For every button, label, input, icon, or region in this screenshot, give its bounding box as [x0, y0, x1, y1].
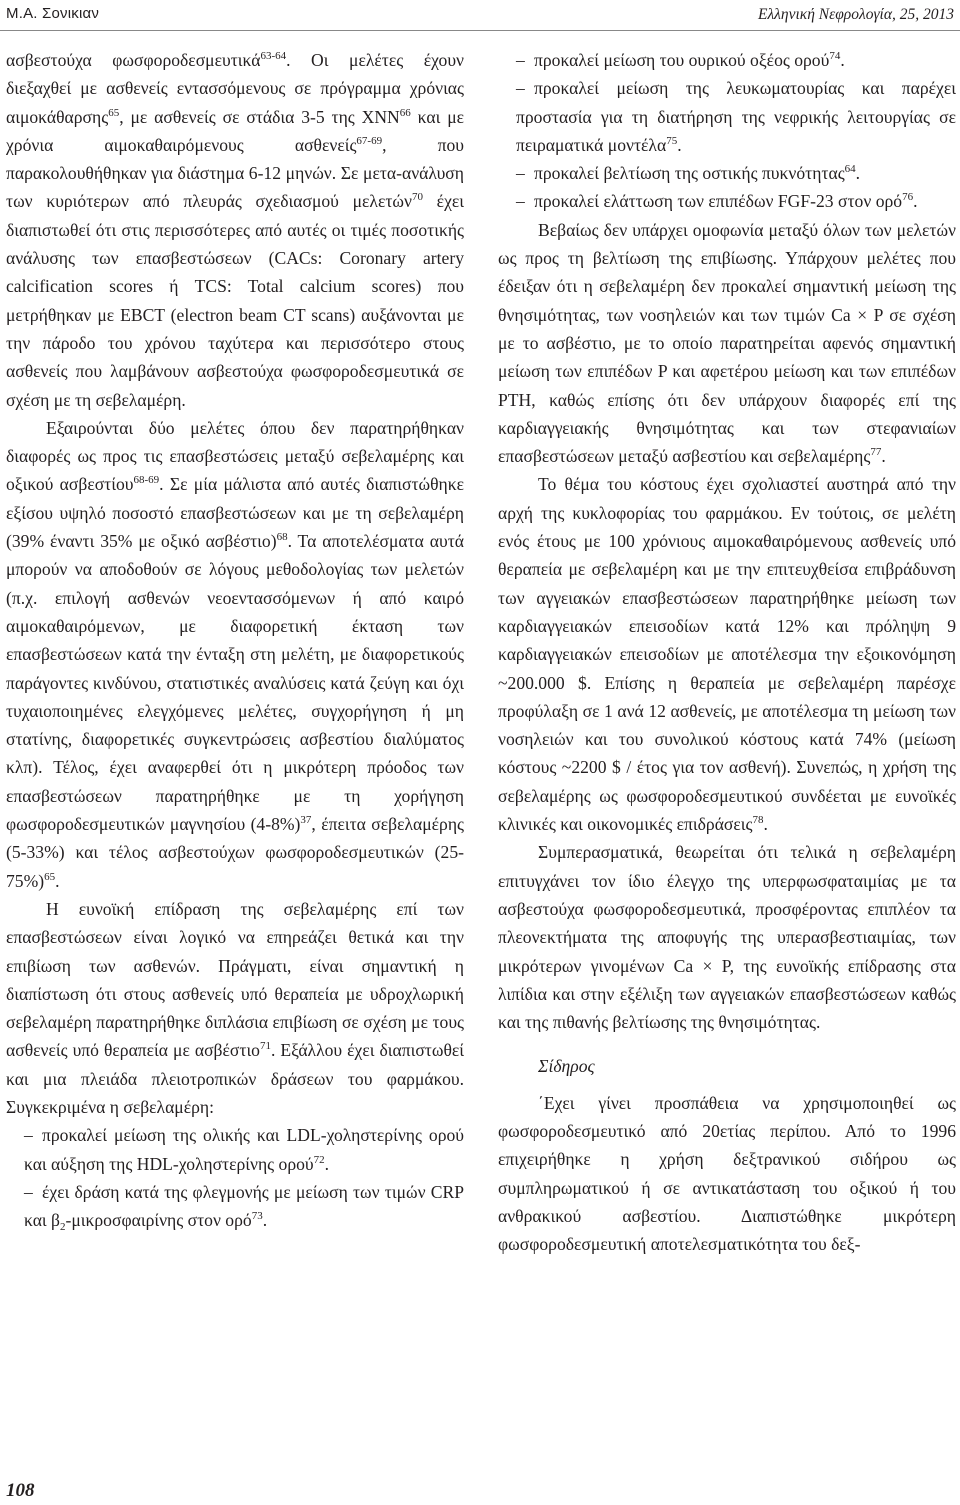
- list-item: – προκαλεί βελτίωση της οστικής πυκνότητας$^{64}$.: [516, 163, 861, 184]
- right-column: [498, 46, 956, 1258]
- paragraph: Η ευνοϊκή επίδραση της σεβελαμέρης επί των επασβεστώσεων είναι λογικό να επηρεάζει θετικά και την επιβίωση των ασθενών. Πράγματι, είναι σημαντική η διαπίστωση ότι στους ασθενείς υπό θεραπεία με υδροχλωρική σεβελαμέρη παρατηρήθηκε διπλάσια επιβίωση σε σχέση με τους ασθενείς υπό θεραπεία με ασβέστιο$^{71}$. Εξάλλου έχει διαπιστωθεί και μια πλειάδα πλειοτροπικών δράσεων του φαρμάκου. Συγκεκριμένα η σεβελαμέρη:: [6, 898, 464, 1117]
- page-number: 108: [6, 1480, 35, 1501]
- paragraph: ΄Εχει γίνει προσπάθεια να χρησιμοποιηθεί ως φωσφοροδεσμευτικό από 20ετίας περίπου. Από το 1996 επιχειρήθηκε η χρήση δεξτρανικού σιδήρου ως συμπληρωματικού ή σε αντικατάσταση του οξικού ή του ανθρακικού ασβεστίου. Διαπιστώθηκε μικρότερη φωσφοροδεσμευτική αποτελεσματικότητα του δεξ-: [498, 1092, 956, 1255]
- paragraph: ασβεστούχα φωσφοροδεσμευτικά$^{63-64}$. Οι μελέτες έχουν διεξαχθεί με ασθενείς εντασσόμενους σε πρόγραμμα χρόνιας αιμοκάθαρσης$^{65}$, με ασθενείς σε στάδια 3-5 της ΧΝΝ$^{66}$ και με χρόνια αιμοκαθαιρόμενους ασθενείς$^{67-69}$, που παρακολουθήθηκαν για διάστημα 6-12 μηνών. Σε μετα-ανάλυση των κυριότερων από πλευράς σχεδιασμού μελετών$^{70}$ έχει διαπιστωθεί ότι στις περισσότερες από αυτές οι τιμές ποσοτικής ανάλυσης των επασβεστώσεων (CACs: Coronary artery calcification scores ή TCS: Total calcium scores) που μετρήθηκαν με EBCT (electron beam CT scans) αυξάνονται με την πάροδο του χρόνου ταχύτερα και περισσότερο στους ασθενείς που λαμβάνουν ασβεστούχα φωσφοροδεσμευτικά σε σχέση με τη σεβελαμέρη.: [6, 50, 465, 410]
- running-header-author: Μ.Α. Σονικιαν: [6, 5, 100, 22]
- list-item: – έχει δράση κατά της φλεγμονής με μείωση των τιμών CRP και $\beta_2$-μικροσφαιρίνης στον ορό$^{73}$.: [24, 1181, 464, 1234]
- list-item: – προκαλεί μείωση του ουρικού οξέος ορού$^{74}$.: [516, 50, 845, 70]
- list-item: – προκαλεί μείωση της ολικής και LDL-χοληστερίνης ορού και αύξηση της HDL-χοληστερίνης ορού$^{72}$.: [24, 1125, 464, 1174]
- left-column: [6, 46, 464, 1234]
- paragraph: Συμπερασματικά, θεωρείται ότι τελικά η σεβελαμέρη επιτυγχάνει τον ίδιο έλεγχο της υπερφωσφαταιμίας με τα ασβεστούχα φωσφοροδεσμευτικά, προσφέροντας επιπλέον τα πλεονεκτήματα της αποφυγής της υπερασβεστιαιμίας, των μικρότερων γινομένων Ca × P, της ευνοϊκής επίδρασης στα λιπίδια και στην εξέλιξη των αγγειακών επασβεστώσεων καθώς και της πιθανής βελτίωσης της θνησιμότητας.: [498, 842, 956, 1033]
- list-item: – προκαλεί μείωση της λευκωματουρίας και παρέχει προστασία για τη διατήρηση της νεφρικής λειτουργίας σε πειραματικά μοντέλα$^{75}$.: [516, 78, 956, 155]
- list-item: – προκαλεί ελάττωση των επιπέδων FGF-23 στον ορό$^{76}$.: [516, 191, 918, 212]
- running-header-journal: Ελληνική Νεφρολογία, 25, 2013: [758, 6, 954, 23]
- header-divider: [0, 30, 960, 31]
- paragraph: Εξαιρούνται δύο μελέτες όπου δεν παρατηρήθηκαν διαφορές ως προς τις επασβεστώσεις μεταξύ σεβελαμέρης και οξικού ασβεστίου$^{68-69}$. Σε μία μάλιστα από αυτές διαπιστώθηκε εξίσου υψηλό ποσοστό επασβεστώσεων και με τη σεβελαμέρη (39% έναντι 35% με οξικό ασβέστιο)$^{68}$. Τα αποτελέσματα αυτά μπορούν να αποδοθούν σε λόγους μεθοδολογίας των μελετών (π.χ. επιλογή ασθενών νεοεντασσόμενων ή από καιρό αιμοκαθαιρόμενων, με διαφορετική έκταση των επασβεστώσεων κατά την ένταξη στη μελέτη, με διαφορετικούς παράγοντες κινδύνου, στατιστικές αναλύσεις κατά ζεύγη και όχι τυχαιοποιημένες ελεγχόμενες μελέτες, συγχορήγηση ή μη στατίνης, διαφορετικές συγκεντρώσεις ασβεστίου διαλύματος κλπ). Τέλος, έχει αναφερθεί ότι η μικρότερη πρόοδος των επασβεστώσεων παρατηρήθηκε με τη χορήγηση φωσφοροδεσμευτικών μαγνησίου $(4-8\%)^{37}$, έπειτα σεβελαμέρης (5-33%) και τέλος ασβεστούχων φωσφοροδεσμευτικών $(25-75\%)^{65}$.: [6, 417, 464, 891]
- paragraph: Βεβαίως δεν υπάρχει ομοφωνία μεταξύ όλων των μελετών ως προς τη βελτίωση της επιβίωσης. Υπάρχουν μελέτες που έδειξαν ότι η σεβελαμέρη δεν προκαλεί σημαντική μείωση της θνησιμότητας, των νοσηλειών και των τιμών Ca × P σε σχέση με το ασβέστιο, με το οποίο παρατηρείται αφενός σημαντική μείωση των επιπέδων P και αφετέρου μείωση και των επιπέδων PTH, καθώς επίσης ότι δεν υπάρχουν διαφορές επί της καρδιαγγειακής θνησιμότητας και των στεφανιαίων επασβεστώσεων μεταξύ ασβεστίου και σεβελαμέρης$^{77}$.: [498, 219, 956, 467]
- paragraph: Το θέμα του κόστους έχει σχολιαστεί αυστηρά από την αρχή της κυκλοφορίας του φαρμάκου. Εν τούτοις, σε μελέτη ενός έτους με 100 χρόνιους αιμοκαθαιρόμενους ασθενείς υπό θεραπεία με σεβελαμέρη και με την επιτευχθείσα επιβράδυνση των αγγειακών επασβεστώσεων παρατηρήθηκε μείωση των καρδιαγγειακών επεισοδίων κατά 12% και πρόληψη 9 καρδιαγγειακών επεισοδίων με αποτέλεσμα την εξοικονόμηση ~200.000 $. Επίσης η θεραπεία με σεβελαμέρη παρέσχε προφύλαξη σε 1 ανά 12 ασθενείς, με αποτέλεσμα τη μείωση των νοσηλειών και του συνολικού κόστους κατά 74% (μείωση κόστους ~2200 $ / έτος για τον ασθενή). Συνεπώς, η χρήση της σεβελαμέρης ως φωσφοροδεσμευτικού συνδέεται με ευνοϊκές κλινικές και οικονομικές επιδράσεις$^{78}$.: [498, 474, 956, 835]
- section-heading: Σίδηρος: [538, 1056, 595, 1077]
